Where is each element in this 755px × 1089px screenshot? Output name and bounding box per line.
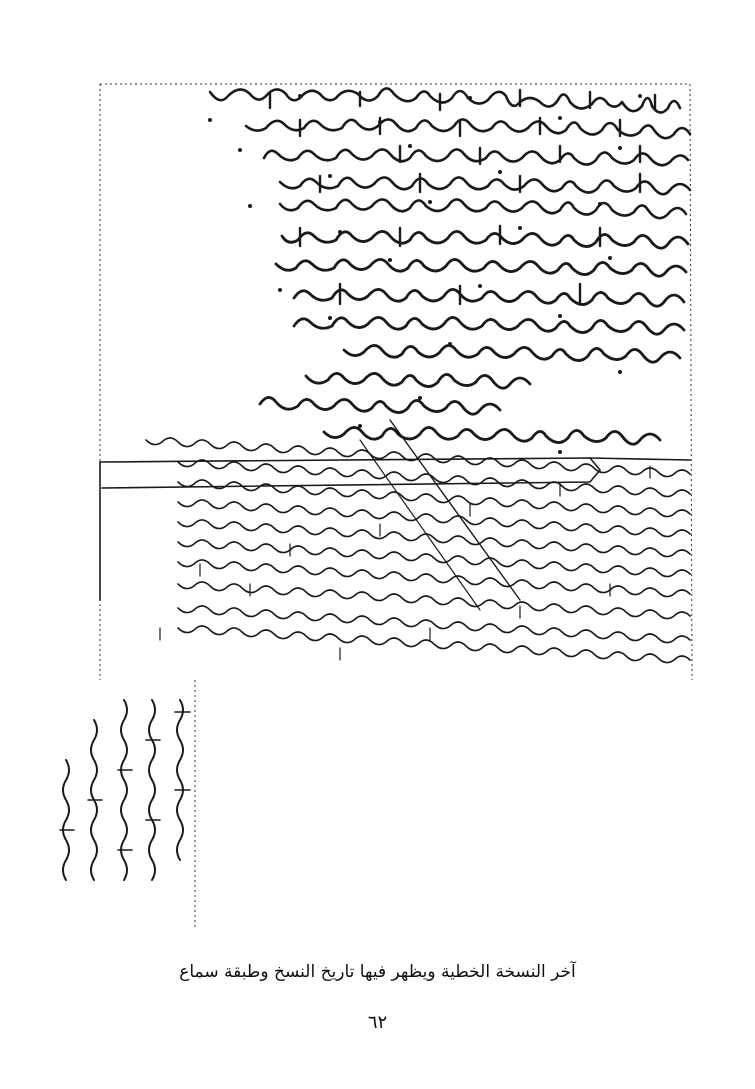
figure-caption: آخر النسخة الخطية ويظهر فيها تاريخ النسخ وطبقة سماع [179,962,576,982]
page-number: ٦٢ [367,1012,388,1033]
manuscript-main-text [208,88,690,454]
colophon-box [100,420,690,663]
marginal-note [60,700,190,880]
